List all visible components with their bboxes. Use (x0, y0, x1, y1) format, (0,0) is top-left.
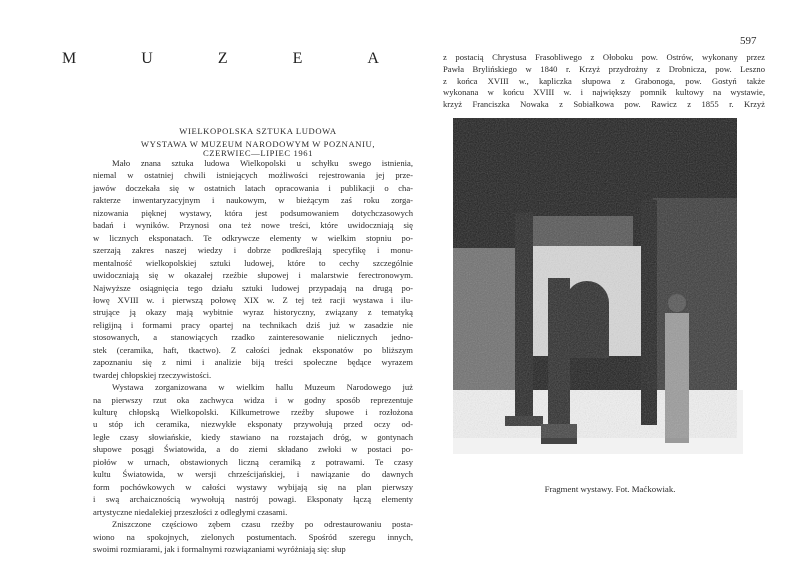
text-line: stosowanych, a stanowiących rzadko zainteresowanie nielicznych jedno- (93, 332, 413, 343)
exhibition-photo (453, 118, 743, 454)
article-subtitle-date: CZERWIEC—LIPIEC 1961 (202, 148, 314, 158)
text-line: nizowania pięknej wystawy, która jest podsumowaniem dotychczasowych (93, 207, 413, 218)
text-line: twardej chłopskiej rzeczywistości. (93, 369, 212, 380)
running-head-letter: A (367, 50, 380, 67)
text-line: Najwyższe osiągnięcia tego działu sztuki ludowej przypadają na drugą po- (93, 282, 413, 293)
text-line: krzyż Franciszka Nowaka z Sobiałkowa pow. Rawicz z 1855 r. Krzyż (443, 99, 765, 110)
text-line: artystyczne niedalekiej przeszłości z odległymi czasami. (93, 506, 288, 517)
photo-caption: Fragment wystawy. Fot. Maćkowiak. (544, 484, 676, 494)
running-head-letter: Z (217, 50, 229, 67)
article-subtitle: WYSTAWA W MUZEUM NARODOWYM W POZNANIU, (140, 139, 376, 149)
text-line: kultu Światowida, w wersji chrześcijańskiej, i nawiązanie do dawnych (93, 469, 413, 480)
text-line: jawów doczekała się w ostatnich latach opracowania i publikacji o cha- (93, 182, 413, 193)
text-line: Pawła Brylińskiego w 1840 r. Krzyż przydrożny z Drobnicza, pow. Leszno (443, 63, 765, 74)
text-line: ległe czasy słowiańskie, kiedy stawiano na rozstajach dróg, w gontynach (93, 431, 413, 442)
text-line: strujące ją okazy mają wybitnie wyraz historyczny, związany z tematyką (93, 307, 413, 318)
text-line: na pierwszy rzut oka zachwyca widza i w godny sposób reprezentuje (93, 394, 413, 405)
running-head-letter: M (62, 50, 78, 67)
text-line: niemal w ostatniej chwili istniejących możliwości rejestrowania jej prze- (93, 170, 413, 181)
text-line: uwidoczniają się w okazałej rzeźbie słupowej i malarstwie ferectronowym. (93, 270, 413, 281)
text-line: zapoznaniu się z nimi i analizie biją treści społeczne będące wyrazem (93, 357, 413, 368)
text-line: Mało znana sztuka ludowa Wielkopolski u schyłku swego istnienia, (112, 158, 413, 168)
running-head-letter: U (141, 50, 154, 67)
text-line: z końca XVIII w., kapliczka słupowa z Grabonoga, pow. Gostyń także (443, 75, 765, 86)
text-line: szerzają zakres naszej wiedzy i dobrze podkreślają specyfikę i monu- (93, 245, 413, 256)
text-line: rakterze inwentaryzacyjnym i naukowym, w bieżącym zaś roku zorga- (93, 195, 413, 206)
text-line: stek (ceramika, haft, tkactwo). Z całości jednak eksponatów po bliższym (93, 344, 413, 355)
text-line: kulturę chłopską Wielkopolski. Kilkumetrowe rzeźby słupowe i rozłożona (93, 407, 413, 417)
text-line: i swą archaicznością wywołują nastrój powagi. Eksponaty łączą elementy (93, 494, 413, 505)
running-head-letter: E (292, 50, 304, 67)
text-line: swoimi rozmiarami, jak i formalnymi rozwiązaniami wyróżniają się: słup (93, 543, 346, 554)
text-line: mentalność wielkopolskiej sztuki ludowej, które to cechy szczególnie (93, 257, 413, 268)
text-line: religijną i formami pracy opartej na technikach dziś już w zasadzie nie (93, 319, 413, 330)
text-line: w licznych eksponatach. Te odkrywcze elementy w wielkim stopniu po- (93, 232, 413, 243)
text-line: u stóp ich ceramika, niezwykłe eksponaty przywołują przed oczy od- (93, 419, 413, 430)
text-line: wiono na spokojnych, zielonych postumentach. Spośród szeregu innych, (93, 531, 413, 542)
article-title: WIELKOPOLSKA SZTUKA LUDOWA (179, 126, 337, 136)
text-line: łowę XVIII w. i pierwszą połowę XIX w. Z tej też racji wystawa i ilu- (93, 294, 413, 305)
text-line: z postacią Chrystusa Frasobliwego z Ołoboku pow. Ostrów, wykonany przez (443, 52, 765, 62)
text-line: badań i wyników. Przynosi ona też nowe treści, które uwidoczniają się (93, 220, 413, 231)
text-line: wykonana w końcu XVIII w. i największy pomnik kultowy na wystawie, (443, 87, 765, 98)
text-line: słupowe posągi Światowida, a do ziemi składano zwłoki w postaci po- (93, 444, 413, 455)
text-line: piołów w urnach, obstawionych liczną ceramiką z potrawami. Te czasy (93, 456, 413, 467)
text-line: Zniszczone częściowo zębem czasu rzeźby po odrestaurowaniu posta- (112, 519, 413, 530)
page-number: 597 (740, 35, 757, 47)
running-head (62, 50, 380, 68)
text-line: Wystawa zorganizowana w wielkim hallu Muzeum Narodowego już (112, 382, 413, 393)
text-line: form pochówkowych w całości wystawy wybijają się na plan pierwszy (93, 481, 413, 492)
